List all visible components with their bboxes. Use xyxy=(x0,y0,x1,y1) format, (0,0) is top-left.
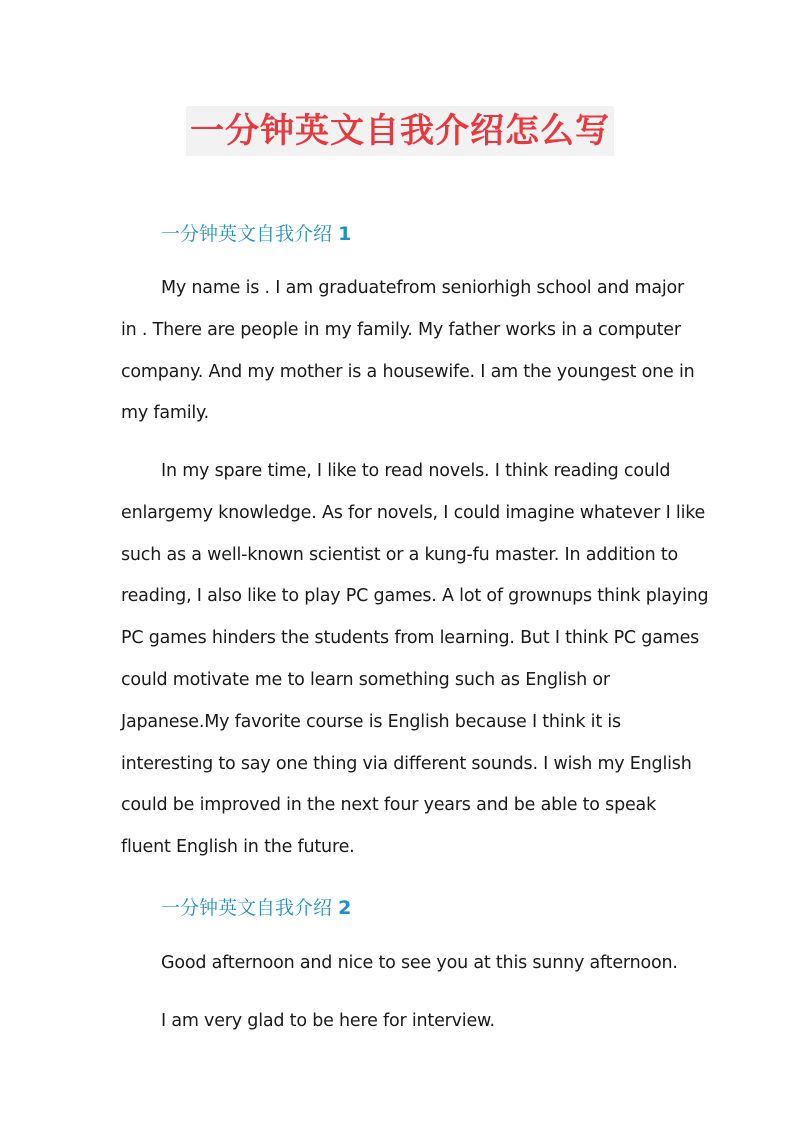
text-line: reading, I also like to play PC games. A lot of grownups think playing xyxy=(121,586,709,607)
paragraph-2 xyxy=(121,451,709,869)
text-line: Good afternoon and nice to see you at this sunny afternoon. xyxy=(161,953,678,973)
text-line: could be improved in the next four years and be able to speak xyxy=(121,795,657,816)
text-line: PC games hinders the students from learning. But I think PC games xyxy=(121,628,700,649)
paragraph-3 xyxy=(121,943,686,985)
text-line: in . There are people in my family. My father works in a computer xyxy=(121,319,681,340)
text-line: enlargemy knowledge. As for novels, I could imagine whatever I like xyxy=(121,502,706,523)
section-heading-text: 一分钟英文自我介绍 xyxy=(161,223,333,245)
text-line: could motivate me to learn something such as English or xyxy=(121,669,610,690)
section-heading-number: 2 xyxy=(338,897,352,919)
paragraph-4 xyxy=(121,1001,686,1043)
text-line: fluent English in the future. xyxy=(121,837,355,858)
section-heading-2 xyxy=(161,894,351,922)
text-line: Japanese.My favorite course is English because I think it is xyxy=(121,711,621,732)
text-line: I am very glad to be here for interview. xyxy=(161,1011,495,1031)
section-heading-text: 一分钟英文自我介绍 xyxy=(161,897,333,919)
title-container xyxy=(0,106,800,156)
text-line: interesting to say one thing via different sounds. I wish my English xyxy=(121,753,692,774)
text-line: my family. xyxy=(121,403,210,424)
paragraph-1 xyxy=(121,268,695,435)
section-heading-number: 1 xyxy=(338,223,352,245)
text-line: In my spare time, I like to read novels. I think reading could xyxy=(161,461,671,481)
document-title: 一分钟英文自我介绍怎么写 xyxy=(186,106,614,156)
text-line: company. And my mother is a housewife. I am the youngest one in xyxy=(121,361,695,382)
section-heading-1 xyxy=(161,220,351,248)
text-line: My name is . I am graduatefrom seniorhigh school and major xyxy=(161,278,685,298)
text-line: such as a well-known scientist or a kung-fu master. In addition to xyxy=(121,544,678,565)
